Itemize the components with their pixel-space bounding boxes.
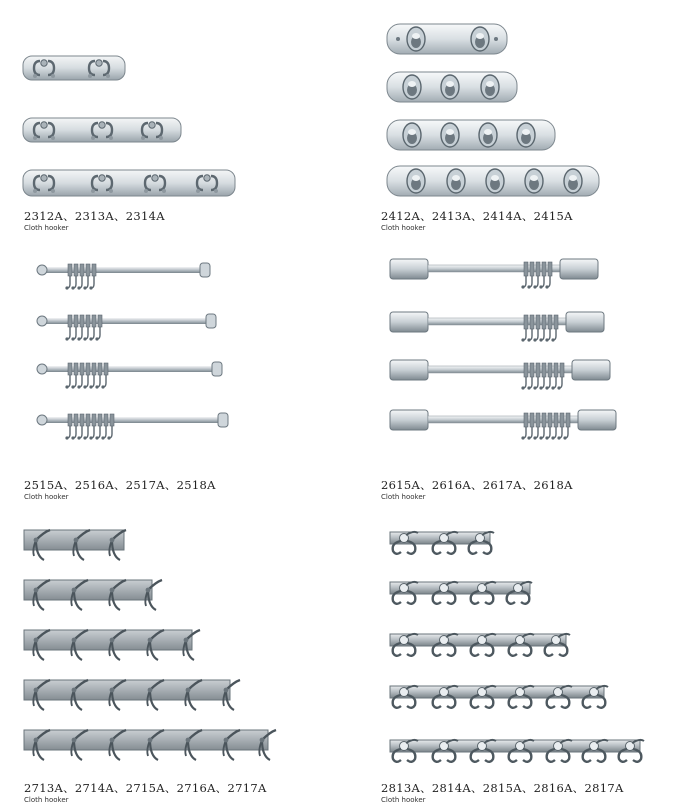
product-subtitle: Cloth hooker [381,224,426,232]
product-subtitle: Cloth hooker [381,796,426,804]
product-codes: 2515A、2516A、2517A、2518A [24,478,216,492]
product-subtitle: Cloth hooker [24,224,69,232]
ball-hook-bar-image [388,524,650,764]
square-plate-hooker-image [22,524,284,764]
product-codes: 2713A、2714A、2715A、2716A、2717A [24,781,267,795]
product-codes: 2615A、2616A、2617A、2618A [381,478,573,492]
product-subtitle: Cloth hooker [24,796,69,804]
product-subtitle: Cloth hooker [24,493,69,501]
product-codes: 2312A、2313A、2314A [24,209,165,223]
product-codes: 2412A、2413A、2414A、2415A [381,209,573,223]
product-codes: 2813A、2814A、2815A、2816A、2817A [381,781,624,795]
oval-hook-plate-image [384,20,604,202]
product-subtitle: Cloth hooker [381,493,426,501]
bracket-rod-hooker-image [388,256,622,460]
double-hook-plate-image [20,52,242,202]
rod-hooker-image [36,258,232,458]
